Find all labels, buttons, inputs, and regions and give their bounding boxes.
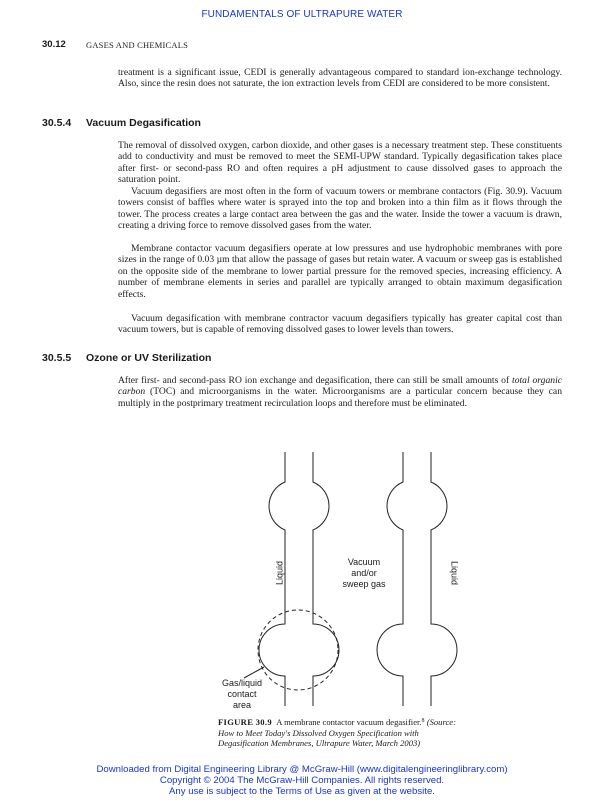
footer-terms-line[interactable]: Any use is subject to the Terms of Use as given at the website. bbox=[169, 786, 435, 797]
section-heading-vacuum bbox=[42, 117, 201, 129]
caption-reference: 8 bbox=[421, 718, 425, 724]
ozone-term: total organic carbon bbox=[118, 375, 562, 398]
membrane-contactor-diagram bbox=[0, 440, 604, 715]
liquid-label-left: Liquid bbox=[274, 560, 285, 586]
page-number: 30.12 bbox=[42, 39, 66, 50]
contact-label-line-1: Gas/liquid bbox=[221, 678, 263, 688]
vacuum-label-line-3: sweep gas bbox=[342, 579, 386, 589]
vacuum-label-line-2: and/or bbox=[351, 568, 377, 578]
intro-paragraph: treatment is a significant issue, CEDI is generally advantageous compared to standard ion-exchange technology. Also, since the resin does not saturate, the ion extraction levels from CEDI are considered to be more consistent. bbox=[118, 67, 562, 90]
vacuum-paragraph-3: Membrane contactor vacuum degasifiers operate at low pressures and use hydrophobic membranes with pore sizes in the range of 0.03 µm that allow the passage of gases but retain water. A vacuum or sweep gas is established on the opposite side of the membrane to lower partial pressure for the removed species, increasing efficiency. A number of membrane elements in series and parallel are typically arranged to obtain maximum degasification effects. bbox=[118, 243, 562, 300]
section-number: 30.5.5 bbox=[42, 352, 72, 364]
liquid-label-right: Liquid bbox=[449, 560, 460, 586]
book-banner: FUNDAMENTALS OF ULTRAPURE WATER bbox=[201, 9, 403, 20]
section-title: Vacuum Degasification bbox=[86, 117, 201, 129]
contact-area-leader bbox=[244, 667, 264, 678]
footer-download-line[interactable]: Downloaded from Digital Engineering Library @ McGraw-Hill (www.digitalengineeringlibrary.com) bbox=[96, 764, 508, 775]
contact-area-label bbox=[206, 678, 278, 711]
liquid-label-right-wrapper bbox=[440, 555, 468, 591]
ozone-paragraph bbox=[118, 375, 562, 409]
section-title: Ozone or UV Sterilization bbox=[86, 352, 212, 364]
liquid-label-left-wrapper bbox=[266, 555, 294, 591]
running-title: GASES AND CHEMICALS bbox=[86, 40, 189, 50]
figure-caption bbox=[218, 717, 464, 749]
caption-title: FIGURE 30.9 bbox=[218, 717, 272, 727]
caption-text: A membrane contactor vacuum degasifier. bbox=[276, 717, 422, 727]
contact-label-line-3: area bbox=[232, 700, 251, 710]
ozone-text-end: (TOC) and microorganisms in the water. Microorganisms are a particular concern because they can multiply in the postprimary treatment recirculation loops and therefore must be eliminated. bbox=[118, 386, 562, 409]
caption-source: (Source: How to Meet Today's Dissolved Oxygen Specification with Degasification Membranes, Ultrapure Water, March 2003) bbox=[218, 717, 456, 749]
section-number: 30.5.4 bbox=[42, 117, 72, 129]
vacuum-label-line-1: Vacuum bbox=[347, 557, 381, 567]
vacuum-paragraph-1: The removal of dissolved oxygen, carbon dioxide, and other gases is a necessary treatment step. These constituents add to conductivity and must be removed to meet the SEMI-UPW standard. Typically degasification takes place after first- or second-pass RO and often requires a pH adjustment to cause dissolved gases to approach the saturation point. bbox=[118, 140, 562, 186]
vacuum-sweep-label bbox=[324, 557, 404, 590]
vacuum-paragraph-4: Vacuum degasification with membrane contractor vacuum degasifiers typically has greater capital cost than vacuum towers, but is capable of removing dissolved gases to lower levels than towers. bbox=[118, 313, 562, 336]
ozone-text-start: After first- and second-pass RO ion exchange and degasification, there can still be small amounts of bbox=[118, 375, 513, 386]
section-heading-ozone bbox=[42, 352, 211, 364]
vacuum-paragraph-2: Vacuum degasifiers are most often in the form of vacuum towers or membrane contactors (Fig. 30.9). Vacuum towers consist of baffles where water is sprayed into the top and broken into a thin film as it flows through the tower. The process creates a large contact area between the gas and the water. Inside the tower a vacuum is drawn, creating a driving force to remove dissolved gases from the water. bbox=[118, 186, 562, 232]
contact-label-line-2: contact bbox=[227, 689, 257, 699]
footer-copyright-line: Copyright © 2004 The McGraw-Hill Companies. All rights reserved. bbox=[159, 775, 445, 786]
